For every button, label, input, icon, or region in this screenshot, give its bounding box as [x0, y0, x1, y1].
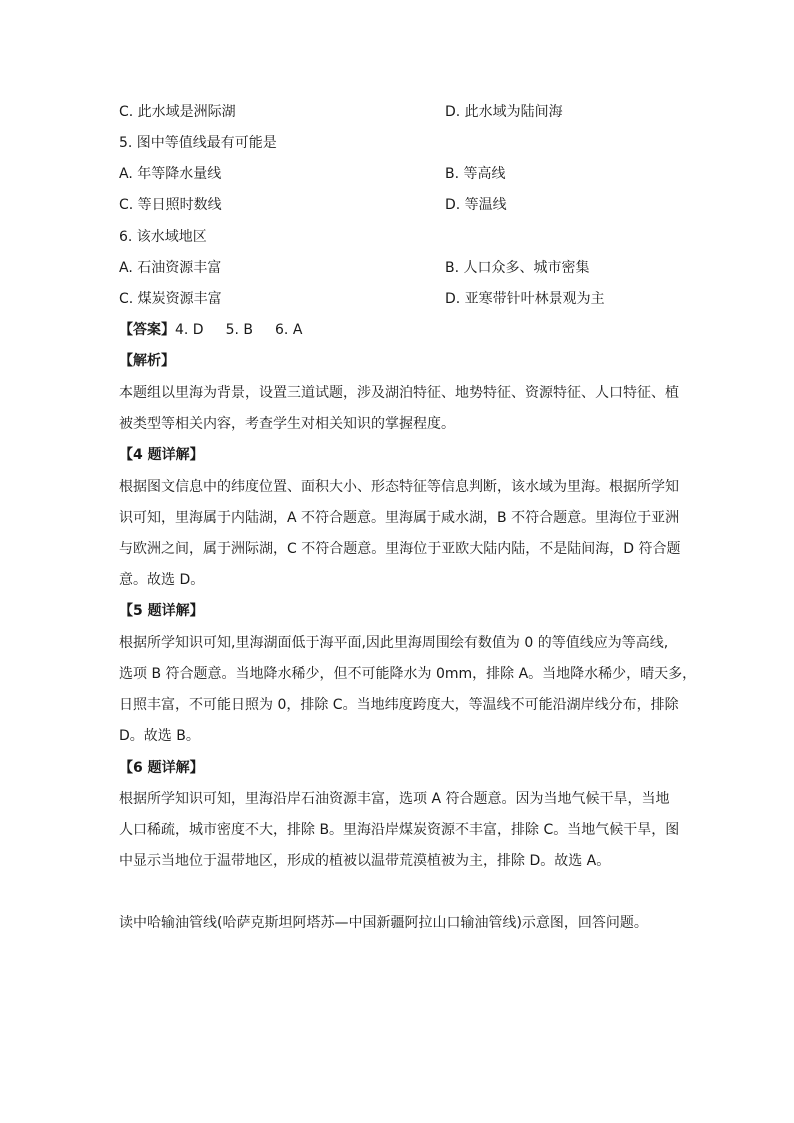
q5-option-d: D. 等温线: [445, 197, 507, 213]
q6-option-a: A. 石油资源丰富: [119, 260, 222, 276]
detail4-line: 识可知，里海属于内陆湖，A 不符合题意。里海属于咸水湖，B 不符合题意。里海位于亚洲: [119, 510, 680, 526]
detail4-label: 【4 题详解】: [119, 447, 204, 463]
detail5-line: 选项 B 符合题意。当地降水稀少，但不可能降水为 0mm，排除 A。当地降水稀少，晴天多，: [119, 666, 697, 682]
detail6-label: 【6 题详解】: [119, 760, 204, 776]
q6-option-c: C. 煤炭资源丰富: [119, 291, 222, 307]
q6-option-d: D. 亚寒带针叶林景观为主: [445, 291, 605, 307]
answer-label: 【答案】: [119, 322, 175, 338]
q4-option-c: C. 此水域是洲际湖: [119, 104, 236, 120]
q5-option-c: C. 等日照时数线: [119, 197, 222, 213]
q4-option-d: D. 此水域为陆间海: [445, 104, 563, 120]
detail5-line: 日照丰富，不可能日照为 0，排除 C。当地纬度跨度大，等温线不可能沿湖岸线分布，排除: [119, 697, 679, 713]
q6-stem: 6. 该水域地区: [119, 229, 207, 245]
detail5-label: 【5 题详解】: [119, 603, 204, 619]
analysis-label: 【解析】: [119, 353, 175, 369]
detail6-line: 根据所学知识可知，里海沿岸石油资源丰富，选项 A 符合题意。因为当地气候干旱，当地: [119, 791, 670, 807]
detail4-line: 与欧洲之间，属于洲际湖，C 不符合题意。里海位于亚欧大陆内陆，不是陆间海，D 符合题: [119, 541, 681, 557]
detail5-line: D。故选 B。: [119, 728, 200, 744]
detail5-line: 根据所学知识可知,里海湖面低于海平面,因此里海周围绘有数值为 0 的等值线应为等高线,: [119, 635, 669, 651]
q5-option-b: B. 等高线: [445, 166, 506, 182]
detail4-line: 意。故选 D。: [119, 572, 205, 588]
answer-line: [119, 320, 302, 340]
detail6-line: 人口稀疏，城市密度不大，排除 B。里海沿岸煤炭资源不丰富，排除 C。当地气候干旱，图: [119, 822, 680, 838]
answer-6: 6. A: [275, 322, 303, 338]
next-question-intro: 读中哈输油管线(哈萨克斯坦阿塔苏—中国新疆阿拉山口输油管线)示意图，回答问题。: [119, 915, 648, 931]
q5-stem: 5. 图中等值线最有可能是: [119, 135, 277, 151]
analysis-line: 本题组以里海为背景，设置三道试题，涉及湖泊特征、地势特征、资源特征、人口特征、植: [119, 385, 679, 401]
q6-option-b: B. 人口众多、城市密集: [445, 260, 590, 276]
q5-option-a: A. 年等降水量线: [119, 166, 222, 182]
answer-5: 5. B: [225, 322, 254, 338]
answer-4: 4. D: [175, 322, 204, 338]
analysis-line: 被类型等相关内容，考查学生对相关知识的掌握程度。: [119, 416, 455, 432]
detail4-line: 根据图文信息中的纬度位置、面积大小、形态特征等信息判断，该水域为里海。根据所学知: [119, 479, 679, 495]
detail6-line: 中显示当地位于温带地区，形成的植被以温带荒漠植被为主，排除 D。故选 A。: [119, 853, 611, 869]
